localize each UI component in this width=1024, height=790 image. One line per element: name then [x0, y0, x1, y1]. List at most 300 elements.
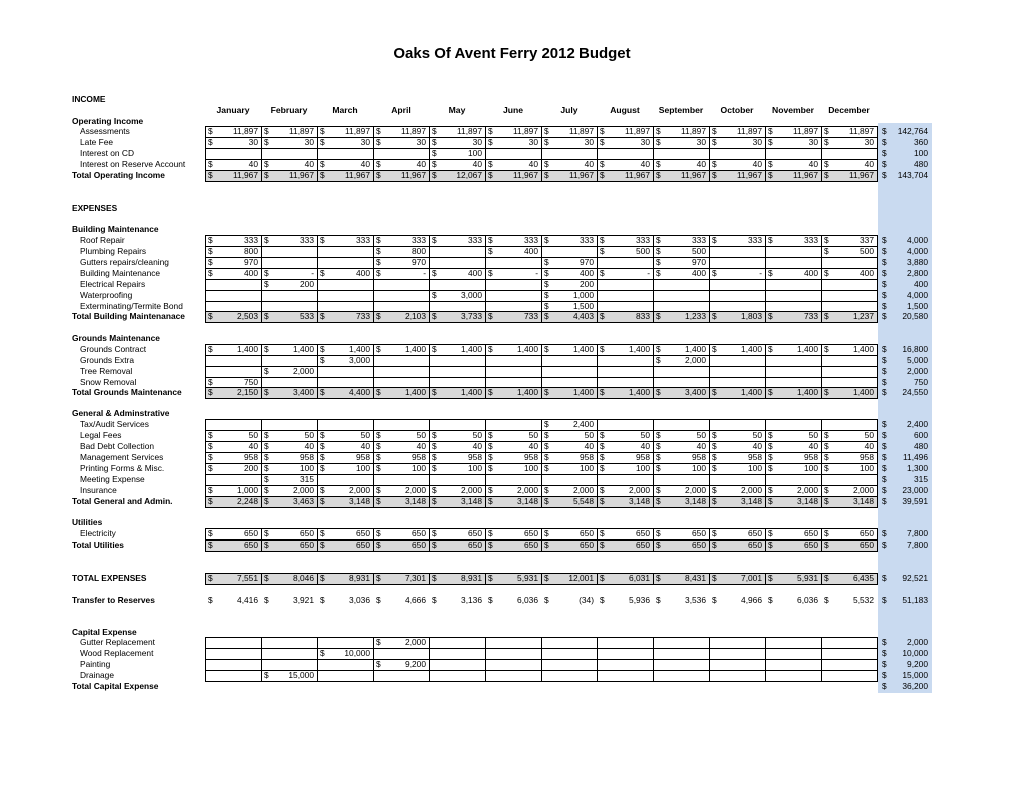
- cell-value: 2,000: [517, 485, 538, 495]
- currency-symbol: $: [600, 311, 605, 321]
- month-value-october: [709, 637, 765, 647]
- line-item-label: Late Fee: [80, 137, 114, 147]
- cell-value: 100: [748, 463, 762, 473]
- month-value-september: [653, 595, 709, 605]
- cell-value: 1,237: [853, 311, 874, 321]
- currency-symbol: $: [656, 528, 661, 538]
- month-value-august: [597, 540, 653, 550]
- annual-total-value: [879, 474, 931, 484]
- month-value-june: [485, 452, 541, 462]
- month-value-june: [485, 137, 541, 147]
- cell-value: 8,931: [461, 573, 482, 583]
- currency-symbol: $: [768, 496, 773, 506]
- month-value-april: [373, 377, 429, 387]
- month-value-april: [373, 126, 429, 136]
- cell-value: 650: [748, 540, 762, 550]
- month-value-august: [597, 387, 653, 397]
- line-item-label: Interest on Reserve Account: [80, 159, 186, 169]
- month-value-july: [541, 419, 597, 429]
- group-heading: Utilities: [72, 517, 103, 527]
- currency-symbol: $: [824, 463, 829, 473]
- month-value-march: [317, 170, 373, 180]
- annual-total-value: [879, 528, 931, 538]
- month-value-june: [485, 170, 541, 180]
- cell-value: 400: [524, 246, 538, 256]
- month-value-july: [541, 257, 597, 267]
- currency-symbol: $: [882, 235, 887, 245]
- month-value-september: [653, 637, 709, 647]
- currency-symbol: $: [208, 344, 213, 354]
- cell-value: 30: [808, 137, 818, 147]
- cell-value: 40: [752, 159, 762, 169]
- cell-value: 1,500: [907, 301, 928, 311]
- month-value-june: [485, 355, 541, 365]
- cell-value: 11,967: [737, 170, 762, 180]
- month-value-february: [261, 355, 317, 365]
- month-value-july: [541, 441, 597, 451]
- month-value-february: [261, 430, 317, 440]
- currency-symbol: $: [264, 540, 269, 550]
- currency-symbol: $: [656, 485, 661, 495]
- cell-value: 12,001: [568, 573, 594, 583]
- currency-symbol: $: [712, 463, 717, 473]
- annual-total-value: [879, 595, 931, 605]
- month-value-july: [541, 387, 597, 397]
- annual-total-value: [879, 377, 931, 387]
- month-value-may: [429, 311, 485, 321]
- annual-total-value: [879, 670, 931, 680]
- cell-value: 23,000: [902, 485, 928, 495]
- cell-value: 2,248: [237, 496, 258, 506]
- month-value-january: [205, 279, 261, 289]
- month-value-january: [205, 377, 261, 387]
- month-value-february: [261, 366, 317, 376]
- cell-value: 40: [416, 441, 426, 451]
- currency-symbol: $: [432, 170, 437, 180]
- cell-value: 11,897: [345, 126, 370, 136]
- month-value-may: [429, 496, 485, 506]
- month-value-april: [373, 257, 429, 267]
- group-heading: Grounds Maintenance: [72, 333, 160, 343]
- month-value-january: [205, 659, 261, 669]
- month-value-february: [261, 387, 317, 397]
- currency-symbol: $: [264, 430, 269, 440]
- month-value-may: [429, 573, 485, 583]
- annual-total-value: [879, 170, 931, 180]
- month-value-december: [821, 344, 877, 354]
- month-value-april: [373, 344, 429, 354]
- cell-value: 3,148: [853, 496, 874, 506]
- month-value-september: [653, 463, 709, 473]
- currency-symbol: $: [882, 170, 887, 180]
- month-value-november: [765, 246, 821, 256]
- cell-value: 11,967: [513, 170, 538, 180]
- month-value-january: [205, 290, 261, 300]
- month-value-may: [429, 268, 485, 278]
- month-value-january: [205, 159, 261, 169]
- month-value-february: [261, 344, 317, 354]
- currency-symbol: $: [432, 126, 437, 136]
- cell-value: 333: [468, 235, 482, 245]
- cell-value: 30: [696, 137, 706, 147]
- currency-symbol: $: [882, 268, 887, 278]
- currency-symbol: $: [656, 257, 661, 267]
- line-item-label: Plumbing Repairs: [80, 246, 147, 256]
- month-value-november: [765, 637, 821, 647]
- month-value-june: [485, 290, 541, 300]
- currency-symbol: $: [656, 235, 661, 245]
- month-value-october: [709, 496, 765, 506]
- month-value-july: [541, 268, 597, 278]
- month-value-july: [541, 126, 597, 136]
- month-value-october: [709, 528, 765, 538]
- month-value-october: [709, 595, 765, 605]
- cell-value: 958: [412, 452, 426, 462]
- cell-value: 400: [914, 279, 928, 289]
- cell-value: 650: [692, 540, 706, 550]
- month-value-october: [709, 540, 765, 550]
- month-value-january: [205, 637, 261, 647]
- month-value-august: [597, 430, 653, 440]
- month-value-september: [653, 573, 709, 583]
- cell-value: 650: [580, 528, 594, 538]
- cell-value: 10,000: [902, 648, 928, 658]
- month-value-may: [429, 648, 485, 658]
- currency-symbol: $: [712, 528, 717, 538]
- currency-symbol: $: [208, 268, 213, 278]
- cell-value: 100: [692, 463, 706, 473]
- month-value-june: [485, 159, 541, 169]
- month-value-january: [205, 257, 261, 267]
- currency-symbol: $: [600, 496, 605, 506]
- cell-value: 40: [248, 441, 258, 451]
- currency-symbol: $: [656, 170, 661, 180]
- month-value-march: [317, 452, 373, 462]
- currency-symbol: $: [320, 540, 325, 550]
- annual-total-value: [879, 137, 931, 147]
- month-value-march: [317, 377, 373, 387]
- cell-value: 1,400: [629, 344, 650, 354]
- month-value-september: [653, 159, 709, 169]
- month-value-june: [485, 377, 541, 387]
- line-item-label: Assessments: [80, 126, 130, 136]
- currency-symbol: $: [488, 235, 493, 245]
- month-value-august: [597, 246, 653, 256]
- month-value-december: [821, 474, 877, 484]
- cell-value: 7,001: [741, 573, 762, 583]
- month-value-december: [821, 648, 877, 658]
- month-value-april: [373, 659, 429, 669]
- month-value-october: [709, 301, 765, 311]
- cell-value: 2,000: [741, 485, 762, 495]
- currency-symbol: $: [824, 126, 829, 136]
- month-value-february: [261, 485, 317, 495]
- month-value-november: [765, 257, 821, 267]
- cell-value: 600: [914, 430, 928, 440]
- month-value-october: [709, 290, 765, 300]
- month-value-january: [205, 419, 261, 429]
- month-value-may: [429, 528, 485, 538]
- month-value-august: [597, 268, 653, 278]
- month-value-june: [485, 496, 541, 506]
- currency-symbol: $: [376, 246, 381, 256]
- currency-symbol: $: [882, 485, 887, 495]
- month-value-july: [541, 355, 597, 365]
- currency-symbol: $: [712, 170, 717, 180]
- month-value-july: [541, 159, 597, 169]
- month-value-september: [653, 301, 709, 311]
- currency-symbol: $: [768, 137, 773, 147]
- month-value-august: [597, 573, 653, 583]
- month-value-january: [205, 485, 261, 495]
- cell-value: 40: [528, 441, 538, 451]
- annual-total-value: [879, 126, 931, 136]
- month-value-january: [205, 366, 261, 376]
- cell-value: 650: [244, 540, 258, 550]
- month-value-july: [541, 235, 597, 245]
- cell-value: 650: [468, 528, 482, 538]
- month-value-january: [205, 246, 261, 256]
- annual-total-value: [879, 430, 931, 440]
- month-value-march: [317, 290, 373, 300]
- month-value-june: [485, 430, 541, 440]
- month-value-november: [765, 496, 821, 506]
- currency-symbol: $: [712, 573, 717, 583]
- currency-symbol: $: [882, 290, 887, 300]
- currency-symbol: $: [432, 573, 437, 583]
- month-value-october: [709, 441, 765, 451]
- month-value-february: [261, 463, 317, 473]
- currency-symbol: $: [208, 246, 213, 256]
- currency-symbol: $: [544, 170, 549, 180]
- currency-symbol: $: [208, 441, 213, 451]
- currency-symbol: $: [208, 159, 213, 169]
- row-total-label: Total Building Maintenanace: [72, 311, 185, 321]
- month-value-july: [541, 659, 597, 669]
- cell-value: 11,967: [289, 170, 314, 180]
- currency-symbol: $: [768, 441, 773, 451]
- currency-symbol: $: [264, 235, 269, 245]
- month-value-february: [261, 377, 317, 387]
- month-value-december: [821, 126, 877, 136]
- month-value-march: [317, 268, 373, 278]
- month-value-december: [821, 235, 877, 245]
- cell-value: 40: [696, 441, 706, 451]
- month-value-august: [597, 670, 653, 680]
- cell-value: 40: [472, 441, 482, 451]
- currency-symbol: $: [768, 463, 773, 473]
- currency-symbol: $: [264, 387, 269, 397]
- month-value-february: [261, 573, 317, 583]
- month-value-september: [653, 659, 709, 669]
- line-item-label: Insurance: [80, 485, 117, 495]
- cell-value: 2,800: [907, 268, 928, 278]
- month-value-february: [261, 148, 317, 158]
- month-value-november: [765, 279, 821, 289]
- month-value-november: [765, 235, 821, 245]
- currency-symbol: $: [544, 430, 549, 440]
- month-value-march: [317, 257, 373, 267]
- month-value-november: [765, 419, 821, 429]
- currency-symbol: $: [376, 595, 381, 605]
- currency-symbol: $: [376, 126, 381, 136]
- month-value-november: [765, 148, 821, 158]
- annual-total-value: [879, 159, 931, 169]
- cell-value: 7,551: [237, 573, 258, 583]
- cell-value: 650: [300, 540, 314, 550]
- month-value-january: [205, 441, 261, 451]
- month-value-september: [653, 148, 709, 158]
- currency-symbol: $: [882, 257, 887, 267]
- month-value-october: [709, 344, 765, 354]
- cell-value: 3,000: [461, 290, 482, 300]
- annual-total-value: [879, 419, 931, 429]
- month-value-march: [317, 573, 373, 583]
- currency-symbol: $: [432, 344, 437, 354]
- month-value-january: [205, 235, 261, 245]
- cell-value: 11,897: [737, 126, 762, 136]
- currency-symbol: $: [768, 595, 773, 605]
- cell-value: 1,000: [237, 485, 258, 495]
- currency-symbol: $: [544, 441, 549, 451]
- month-value-september: [653, 430, 709, 440]
- currency-symbol: $: [544, 452, 549, 462]
- month-value-may: [429, 441, 485, 451]
- cell-value: 400: [356, 268, 370, 278]
- month-value-december: [821, 311, 877, 321]
- currency-symbol: $: [712, 387, 717, 397]
- cell-value: 11,897: [289, 126, 314, 136]
- cell-value: 40: [304, 159, 314, 169]
- month-value-august: [597, 257, 653, 267]
- month-value-may: [429, 474, 485, 484]
- month-value-june: [485, 387, 541, 397]
- month-value-february: [261, 170, 317, 180]
- month-value-september: [653, 485, 709, 495]
- line-item-label: Tree Removal: [80, 366, 133, 376]
- month-value-january: [205, 595, 261, 605]
- annual-total-value: [879, 268, 931, 278]
- cell-value: 11,897: [457, 126, 482, 136]
- cell-value: 100: [580, 463, 594, 473]
- month-value-july: [541, 246, 597, 256]
- cell-value: 11,897: [233, 126, 258, 136]
- currency-symbol: $: [882, 246, 887, 256]
- currency-symbol: $: [824, 573, 829, 583]
- cell-value: 100: [860, 463, 874, 473]
- month-value-july: [541, 452, 597, 462]
- currency-symbol: $: [824, 485, 829, 495]
- cell-value: 1,400: [349, 344, 370, 354]
- cell-value: 8,046: [293, 573, 314, 583]
- currency-symbol: $: [264, 595, 269, 605]
- month-value-december: [821, 595, 877, 605]
- month-value-december: [821, 430, 877, 440]
- cell-value: 1,400: [685, 344, 706, 354]
- currency-symbol: $: [600, 463, 605, 473]
- line-item-label: Meeting Expense: [80, 474, 145, 484]
- cell-value: 1,400: [517, 344, 538, 354]
- cell-value: 30: [640, 137, 650, 147]
- month-value-november: [765, 573, 821, 583]
- currency-symbol: $: [544, 268, 549, 278]
- month-value-march: [317, 137, 373, 147]
- month-value-march: [317, 474, 373, 484]
- cell-value: 400: [692, 268, 706, 278]
- month-value-november: [765, 366, 821, 376]
- annual-total-value: [879, 452, 931, 462]
- cell-value: 733: [356, 311, 370, 321]
- month-value-september: [653, 137, 709, 147]
- month-header-april: April: [391, 105, 411, 115]
- cell-value: 3,880: [907, 257, 928, 267]
- currency-symbol: $: [208, 235, 213, 245]
- cell-value: 100: [636, 463, 650, 473]
- currency-symbol: $: [544, 279, 549, 289]
- currency-symbol: $: [544, 595, 549, 605]
- currency-symbol: $: [882, 452, 887, 462]
- cell-value: 2,000: [685, 485, 706, 495]
- month-value-april: [373, 637, 429, 647]
- month-value-february: [261, 474, 317, 484]
- cell-value: 30: [528, 137, 538, 147]
- month-header-january: January: [216, 105, 250, 115]
- cell-value: 333: [524, 235, 538, 245]
- currency-symbol: $: [656, 246, 661, 256]
- cell-value: 11,967: [569, 170, 594, 180]
- cell-value: 30: [752, 137, 762, 147]
- month-value-august: [597, 659, 653, 669]
- currency-symbol: $: [208, 463, 213, 473]
- month-value-april: [373, 441, 429, 451]
- cell-value: 333: [580, 235, 594, 245]
- cell-value: 11,897: [569, 126, 594, 136]
- currency-symbol: $: [882, 311, 887, 321]
- month-value-december: [821, 355, 877, 365]
- line-item-label: Gutters repairs/cleaning: [80, 257, 169, 267]
- cell-value: 11,897: [625, 126, 650, 136]
- cell-value: 1,000: [573, 290, 594, 300]
- month-value-march: [317, 235, 373, 245]
- month-value-march: [317, 419, 373, 429]
- month-header-december: December: [828, 105, 870, 115]
- cell-value: 11,967: [625, 170, 650, 180]
- month-value-september: [653, 246, 709, 256]
- cell-value: 3,148: [741, 496, 762, 506]
- month-value-august: [597, 648, 653, 658]
- month-value-april: [373, 474, 429, 484]
- currency-symbol: $: [208, 528, 213, 538]
- currency-symbol: $: [824, 595, 829, 605]
- month-value-january: [205, 496, 261, 506]
- month-value-april: [373, 137, 429, 147]
- cell-value: 333: [692, 235, 706, 245]
- cell-value: 5,931: [517, 573, 538, 583]
- cell-value: 50: [640, 430, 650, 440]
- cell-value: 733: [524, 311, 538, 321]
- month-value-february: [261, 419, 317, 429]
- month-value-september: [653, 648, 709, 658]
- cell-value: 100: [804, 463, 818, 473]
- currency-symbol: $: [264, 137, 269, 147]
- cell-value: 200: [244, 463, 258, 473]
- month-value-july: [541, 648, 597, 658]
- currency-symbol: $: [208, 573, 213, 583]
- month-value-december: [821, 268, 877, 278]
- cell-value: 1,400: [629, 387, 650, 397]
- currency-symbol: $: [656, 452, 661, 462]
- currency-symbol: $: [320, 311, 325, 321]
